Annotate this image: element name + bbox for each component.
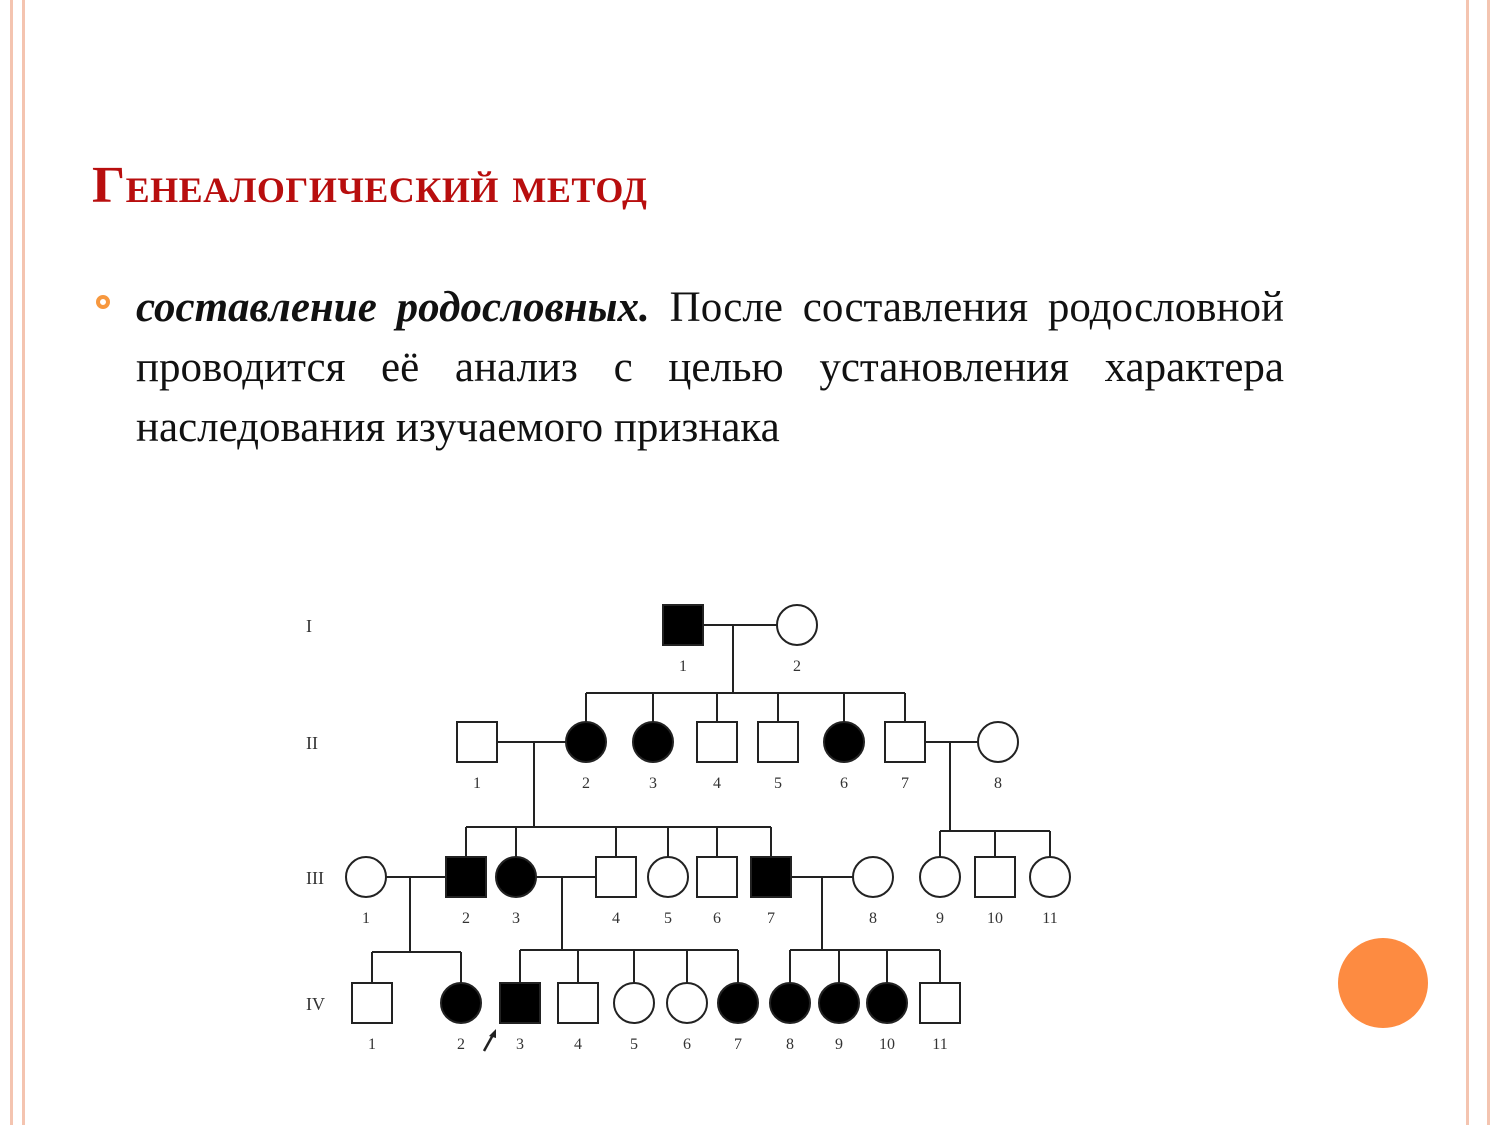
person-II-4-male	[697, 722, 737, 762]
generation-label: I	[306, 616, 312, 636]
person-number-label: 4	[574, 1036, 582, 1053]
slide-title: Генеалогический метод	[92, 157, 648, 214]
person-number-label: 3	[516, 1036, 524, 1053]
person-number-label: 10	[987, 910, 1003, 927]
generation-label: II	[306, 733, 318, 753]
person-IV-5-female	[614, 983, 654, 1023]
person-IV-10-female-affected	[867, 983, 907, 1023]
person-IV-3-male-affected	[500, 983, 540, 1023]
generation-label: III	[306, 868, 324, 888]
person-IV-11-male	[920, 983, 960, 1023]
person-III-9-female	[920, 857, 960, 897]
person-II-5-male	[758, 722, 798, 762]
person-III-8-female	[853, 857, 893, 897]
person-III-3-female-affected	[496, 857, 536, 897]
person-number-label: 4	[612, 910, 620, 927]
frame-line-right-inner	[1466, 0, 1469, 1125]
person-II-7-male	[885, 722, 925, 762]
person-III-2-male-affected	[446, 857, 486, 897]
bullet-text	[136, 278, 1284, 458]
person-III-7-male-affected	[751, 857, 791, 897]
bullet-emphasis: составление родословных.	[136, 284, 650, 331]
bullet-marker-icon	[96, 295, 110, 309]
person-number-label: 6	[713, 910, 721, 927]
person-number-label: 2	[793, 658, 801, 675]
person-IV-6-female	[667, 983, 707, 1023]
person-number-label: 6	[840, 775, 848, 792]
person-number-label: 5	[774, 775, 782, 792]
person-number-label: 8	[869, 910, 877, 927]
person-III-5-female	[648, 857, 688, 897]
generation-label: IV	[306, 994, 325, 1014]
person-number-label: 2	[582, 775, 590, 792]
frame-line-left-outer	[10, 0, 13, 1125]
person-number-label: 7	[734, 1036, 742, 1053]
person-I-2-female	[777, 605, 817, 645]
person-number-label: 1	[362, 910, 370, 927]
person-III-1-female	[346, 857, 386, 897]
person-number-label: 9	[936, 910, 944, 927]
decorative-orange-circle	[1338, 938, 1428, 1028]
bullet-body: После составления родословной проводится её анализ с целью установления характера наследования изучаемого признака	[136, 284, 1284, 451]
person-IV-7-female-affected	[718, 983, 758, 1023]
person-number-label: 3	[512, 910, 520, 927]
pedigree-diagram	[290, 585, 1090, 1075]
person-number-label: 11	[932, 1036, 948, 1053]
person-III-6-male	[697, 857, 737, 897]
person-number-label: 2	[462, 910, 470, 927]
person-II-8-female	[978, 722, 1018, 762]
proband-arrowhead-icon	[489, 1029, 496, 1038]
person-number-label: 1	[679, 658, 687, 675]
person-II-2-female-affected	[566, 722, 606, 762]
frame-line-left-inner	[22, 0, 25, 1125]
person-III-11-female	[1030, 857, 1070, 897]
person-IV-9-female-affected	[819, 983, 859, 1023]
person-number-label: 7	[767, 910, 775, 927]
person-number-label: 10	[879, 1036, 895, 1053]
person-I-1-male-affected	[663, 605, 703, 645]
bullet-item	[92, 278, 1284, 458]
person-number-label: 6	[683, 1036, 691, 1053]
person-II-1-male	[457, 722, 497, 762]
frame-line-right-outer	[1487, 0, 1490, 1125]
person-III-4-male	[596, 857, 636, 897]
person-IV-4-male	[558, 983, 598, 1023]
person-number-label: 5	[630, 1036, 638, 1053]
person-number-label: 4	[713, 775, 721, 792]
person-IV-2-female-affected	[441, 983, 481, 1023]
person-IV-1-male	[352, 983, 392, 1023]
person-number-label: 11	[1042, 910, 1058, 927]
person-IV-8-female-affected	[770, 983, 810, 1023]
person-number-label: 1	[473, 775, 481, 792]
person-II-3-female-affected	[633, 722, 673, 762]
person-number-label: 7	[901, 775, 909, 792]
person-number-label: 1	[368, 1036, 376, 1053]
person-number-label: 3	[649, 775, 657, 792]
person-number-label: 8	[786, 1036, 794, 1053]
person-II-6-female-affected	[824, 722, 864, 762]
person-number-label: 2	[457, 1036, 465, 1053]
person-III-10-male	[975, 857, 1015, 897]
person-number-label: 8	[994, 775, 1002, 792]
person-number-label: 5	[664, 910, 672, 927]
person-number-label: 9	[835, 1036, 843, 1053]
